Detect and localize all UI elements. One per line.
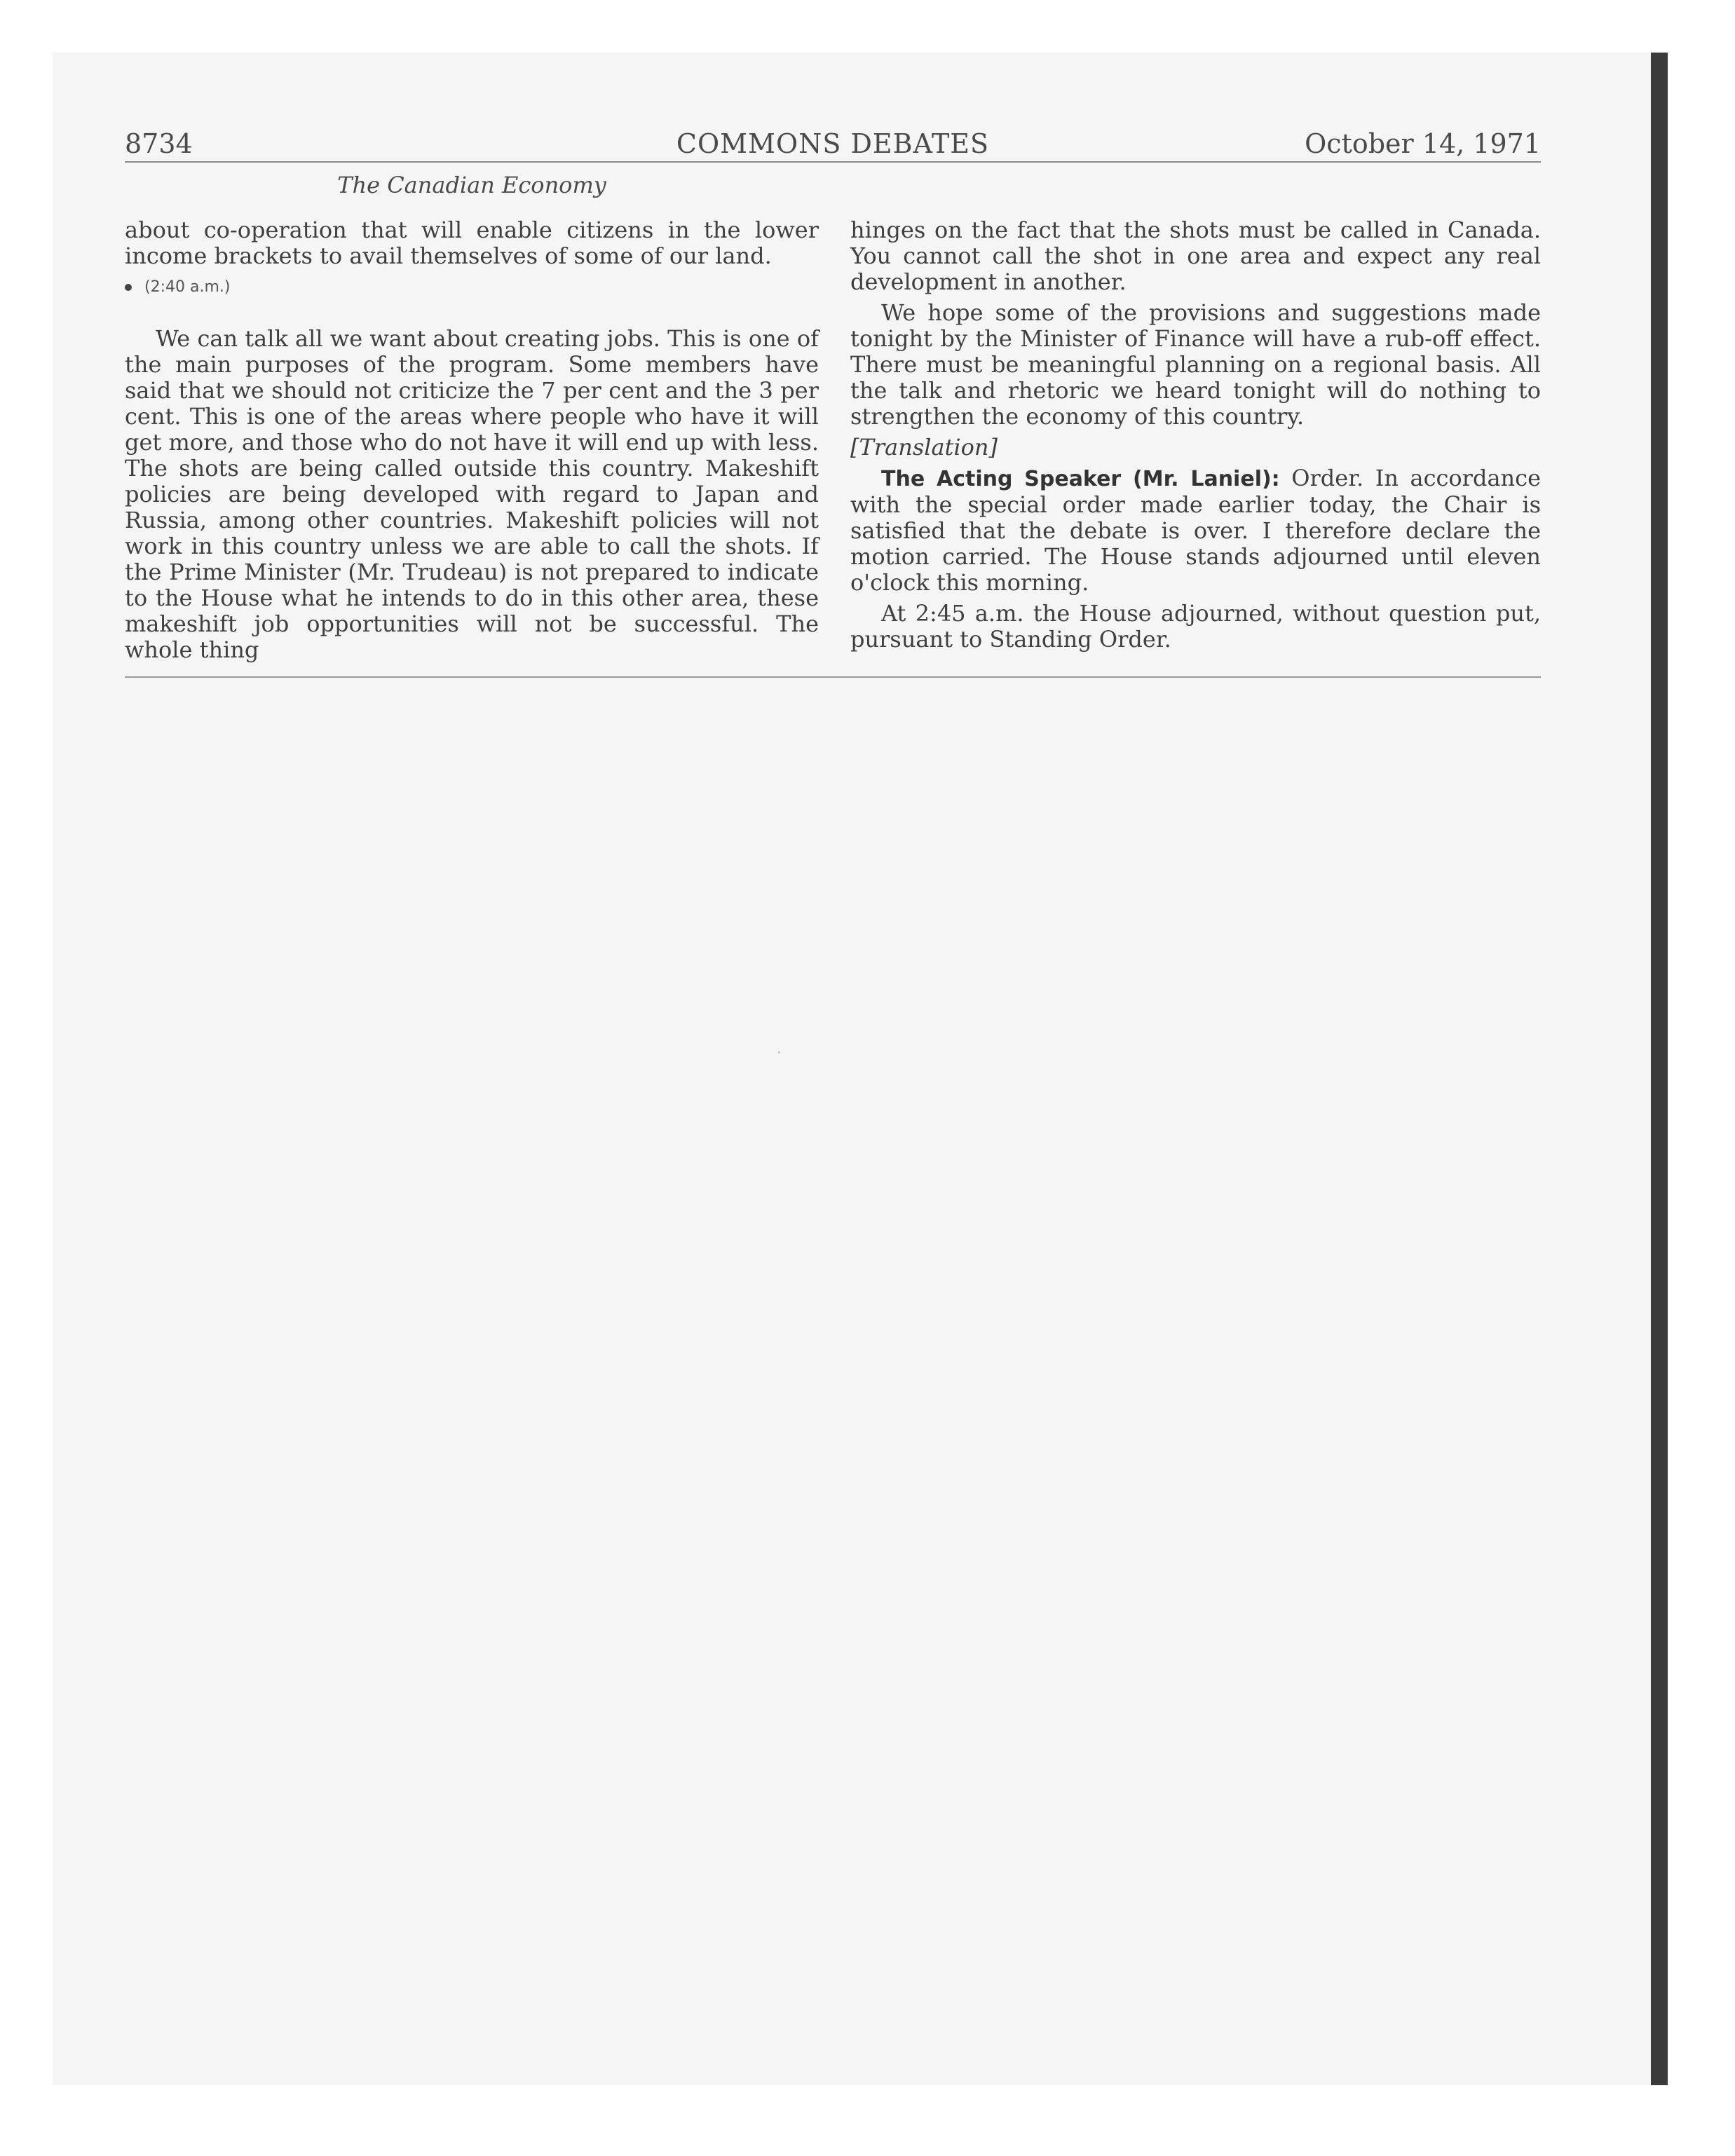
translation-note: [Translation]: [850, 434, 998, 460]
bullet-icon: [125, 284, 132, 291]
timestamp-text: (2:40 a.m.): [144, 278, 231, 296]
running-header: [125, 126, 1541, 161]
section-title: The Canadian Economy: [337, 172, 606, 198]
left-paragraph-2: We can talk all we want about creating jobs. This is one of the main purposes of the program. Some members have said that we should not criticize the 7 per cent and the 3 per cent. This is one of the areas where people who have it will get more, and those who do not have it will end up with less. The shots are being called outside this country. Makeshift policies are being developed with regard to Japan and Russia, among other countries. Makeshift policies will not work in this country unless we are able to call the shots. If the Prime Minister (Mr. Trudeau) is not prepared to indicate to the House what he intends to do in this other area, these makeshift job opportunities will not be successful. The whole thing: [125, 325, 819, 663]
header-rule: [125, 161, 1541, 163]
scan-speck: [778, 1051, 780, 1053]
footer-rule: [125, 676, 1541, 678]
journal-title: COMMONS DEBATES: [676, 128, 990, 159]
timestamp: [125, 274, 819, 300]
right-paragraph-3: At 2:45 a.m. the House adjourned, without question put, pursuant to Standing Order.: [850, 600, 1541, 653]
right-column: [850, 217, 1541, 657]
right-paragraph-2: We hope some of the provisions and suggestions made tonight by the Minister of Finance will have a rub-off effect. There must be meaningful planning on a regional basis. All the talk and rhetoric we heard tonight will do nothing to strengthen the economy of this country.: [850, 299, 1541, 430]
speaker-paragraph: [850, 465, 1541, 596]
speaker-text: Order. In accordance with the special order made earlier today, the Chair is satisfied that the debate is over. I therefore declare the motion carried. The House stands adjourned until eleven o'clock this morning.: [850, 465, 1541, 596]
speaker-name: The Acting Speaker (Mr. Laniel):: [881, 467, 1280, 491]
left-column: [125, 217, 819, 668]
issue-date: October 14, 1971: [1305, 128, 1541, 159]
left-paragraph-1: about co-operation that will enable citizens in the lower income brackets to avail themselves of some of our land.: [125, 217, 819, 269]
scan-edge-shadow: [1651, 53, 1668, 2085]
page-number: 8734: [125, 128, 193, 159]
right-paragraph-1: hinges on the fact that the shots must be called in Canada. You cannot call the shot in one area and expect any real development in another.: [850, 217, 1541, 295]
